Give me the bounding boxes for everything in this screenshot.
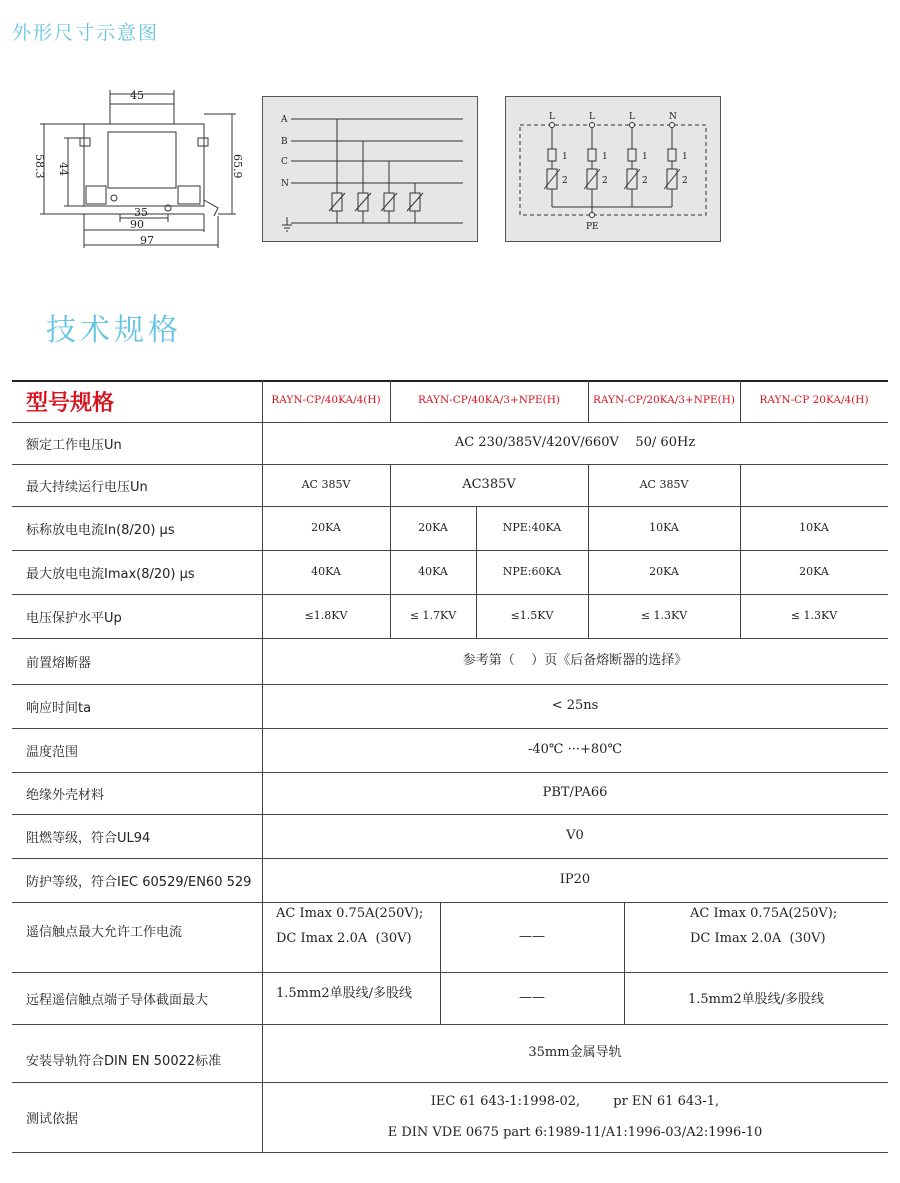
- dim-35: 35: [134, 206, 148, 219]
- remote-current-left: [262, 902, 440, 972]
- marker-1: 1: [562, 152, 568, 162]
- model-header-label: 型号规格: [26, 390, 115, 416]
- remote-current-right: [624, 902, 888, 972]
- uc-value-3: AC 385V: [639, 477, 689, 491]
- in-value-npe: NPE:40KA: [502, 520, 562, 534]
- in-value-3: 10KA: [649, 520, 679, 534]
- marker-1: 1: [642, 152, 648, 162]
- remote-current-left-dc: DC Imax 2.0A (30V): [276, 930, 412, 946]
- circuit-diagram-panel: [505, 96, 721, 242]
- model-2: RAYN-CP/40KA/3+NPE(H): [417, 394, 560, 407]
- marker-2: 2: [682, 176, 688, 186]
- imax-value-3: 20KA: [649, 564, 679, 578]
- in-value-1: 20KA: [311, 520, 341, 534]
- dimensions-title: 外形尺寸示意图: [12, 22, 160, 44]
- terminal-l1: L: [549, 112, 555, 122]
- remote-current-mid: ——: [519, 928, 545, 944]
- marker-2: 2: [642, 176, 648, 186]
- cross-section-right: 1.5mm2单股线/多股线: [688, 991, 824, 1007]
- marker-1: 1: [682, 152, 688, 162]
- ip-value: IP20: [559, 871, 591, 887]
- marker-1: 1: [602, 152, 608, 162]
- spec-title: 技术规格: [46, 313, 182, 348]
- material-value: PBT/PA66: [542, 784, 608, 800]
- model-4: RAYN-CP 20KA/4(H): [759, 394, 869, 407]
- rail-value: 35mm金属导轨: [528, 1044, 622, 1060]
- remote-current-right-ac: AC Imax 0.75A(250V);: [690, 906, 838, 921]
- terminal-l2: L: [589, 112, 595, 122]
- uc-value-4: [740, 464, 888, 506]
- row-label-remote-current: 遥信触点最大允许工作电流: [26, 924, 183, 940]
- marker-2: 2: [562, 176, 568, 186]
- up-value-2: ≤ 1.7KV: [409, 608, 457, 622]
- uc-value-2: AC385V: [462, 476, 516, 492]
- dim-65-9: 65.9: [231, 154, 244, 179]
- row-label-up: 电压保护水平Up: [26, 610, 122, 626]
- circuit-diagram: [506, 97, 720, 241]
- imax-value-npe: NPE:60KA: [502, 564, 562, 578]
- model-1: RAYN-CP/40KA/4(H): [271, 394, 381, 407]
- test-value-line2: E DIN VDE 0675 part 6:1989-11/A1:1996-03/A2:1996-10: [387, 1125, 763, 1140]
- up-value-npe: ≤1.5KV: [510, 608, 554, 622]
- row-label-rail: 安装导轨符合DIN EN 50022标准: [26, 1053, 222, 1069]
- imax-value-4: 20KA: [799, 564, 829, 578]
- row-label-ul94: 阻燃等级，符合UL94: [26, 830, 151, 846]
- line-label-a: A: [281, 115, 288, 125]
- uc-value-1: AC 385V: [301, 477, 351, 491]
- dim-44: 44: [57, 162, 70, 176]
- up-value-1: ≤1.8KV: [304, 608, 348, 622]
- wiring-diagram: [263, 97, 477, 241]
- cross-section-left: 1.5mm2单股线/多股线: [276, 985, 412, 1001]
- row-label-imax: 最大放电电流Imax(8/20) μs: [26, 566, 195, 582]
- row-label-in: 标称放电电流In(8/20) μs: [26, 522, 175, 538]
- un-value: AC 230/385V/420V/660V 50/ 60Hz: [454, 434, 696, 450]
- in-value-4: 10KA: [799, 520, 829, 534]
- ta-value: < 25ns: [551, 697, 599, 713]
- row-label-test: 测试依据: [26, 1111, 79, 1127]
- fuse-value: 参考第（ ）页《后备熔断器的选择》: [462, 652, 688, 668]
- temp-value: -40℃ ···+80℃: [528, 741, 622, 757]
- row-label-un: 额定工作电压Un: [26, 437, 122, 453]
- in-value-2: 20KA: [418, 520, 448, 534]
- model-3: RAYN-CP/20KA/3+NPE(H): [592, 394, 735, 407]
- cross-section-mid: ——: [519, 989, 545, 1005]
- test-value-line1: IEC 61 643-1:1998-02, pr EN 61 643-1,: [430, 1093, 720, 1109]
- row-label-ta: 响应时间ta: [26, 700, 92, 716]
- row-label-fuse: 前置熔断器: [26, 655, 92, 671]
- row-label-cross-section: 远程遥信触点端子导体截面最大: [26, 992, 209, 1008]
- row-label-material: 绝缘外壳材料: [26, 787, 105, 803]
- up-value-4: ≤ 1.3KV: [790, 608, 838, 622]
- dim-45: 45: [130, 89, 144, 102]
- test-value: [262, 1082, 888, 1152]
- marker-2: 2: [602, 176, 608, 186]
- up-value-3: ≤ 1.3KV: [640, 608, 688, 622]
- dim-90: 90: [130, 218, 144, 231]
- terminal-n: N: [669, 112, 677, 122]
- terminal-l3: L: [629, 112, 635, 122]
- spec-table: [12, 380, 888, 1153]
- dim-97: 97: [140, 234, 154, 247]
- outline-dimension-drawing: [28, 82, 250, 258]
- remote-current-left-ac: AC Imax 0.75A(250V);: [276, 906, 424, 921]
- row-label-ip: 防护等级，符合IEC 60529/EN60 529: [26, 874, 252, 890]
- wiring-diagram-panel: [262, 96, 478, 242]
- imax-value-1: 40KA: [311, 564, 341, 578]
- remote-current-right-dc: DC Imax 2.0A (30V): [690, 930, 826, 946]
- terminal-pe: PE: [586, 222, 599, 232]
- row-label-temp: 温度范围: [26, 744, 79, 760]
- imax-value-2: 40KA: [418, 564, 448, 578]
- line-label-n: N: [281, 179, 289, 189]
- ul94-value: V0: [566, 827, 584, 843]
- line-label-c: C: [281, 157, 288, 167]
- line-label-b: B: [281, 137, 288, 147]
- dim-58-3: 58.3: [33, 154, 46, 179]
- row-label-uc: 最大持续运行电压Un: [26, 479, 148, 495]
